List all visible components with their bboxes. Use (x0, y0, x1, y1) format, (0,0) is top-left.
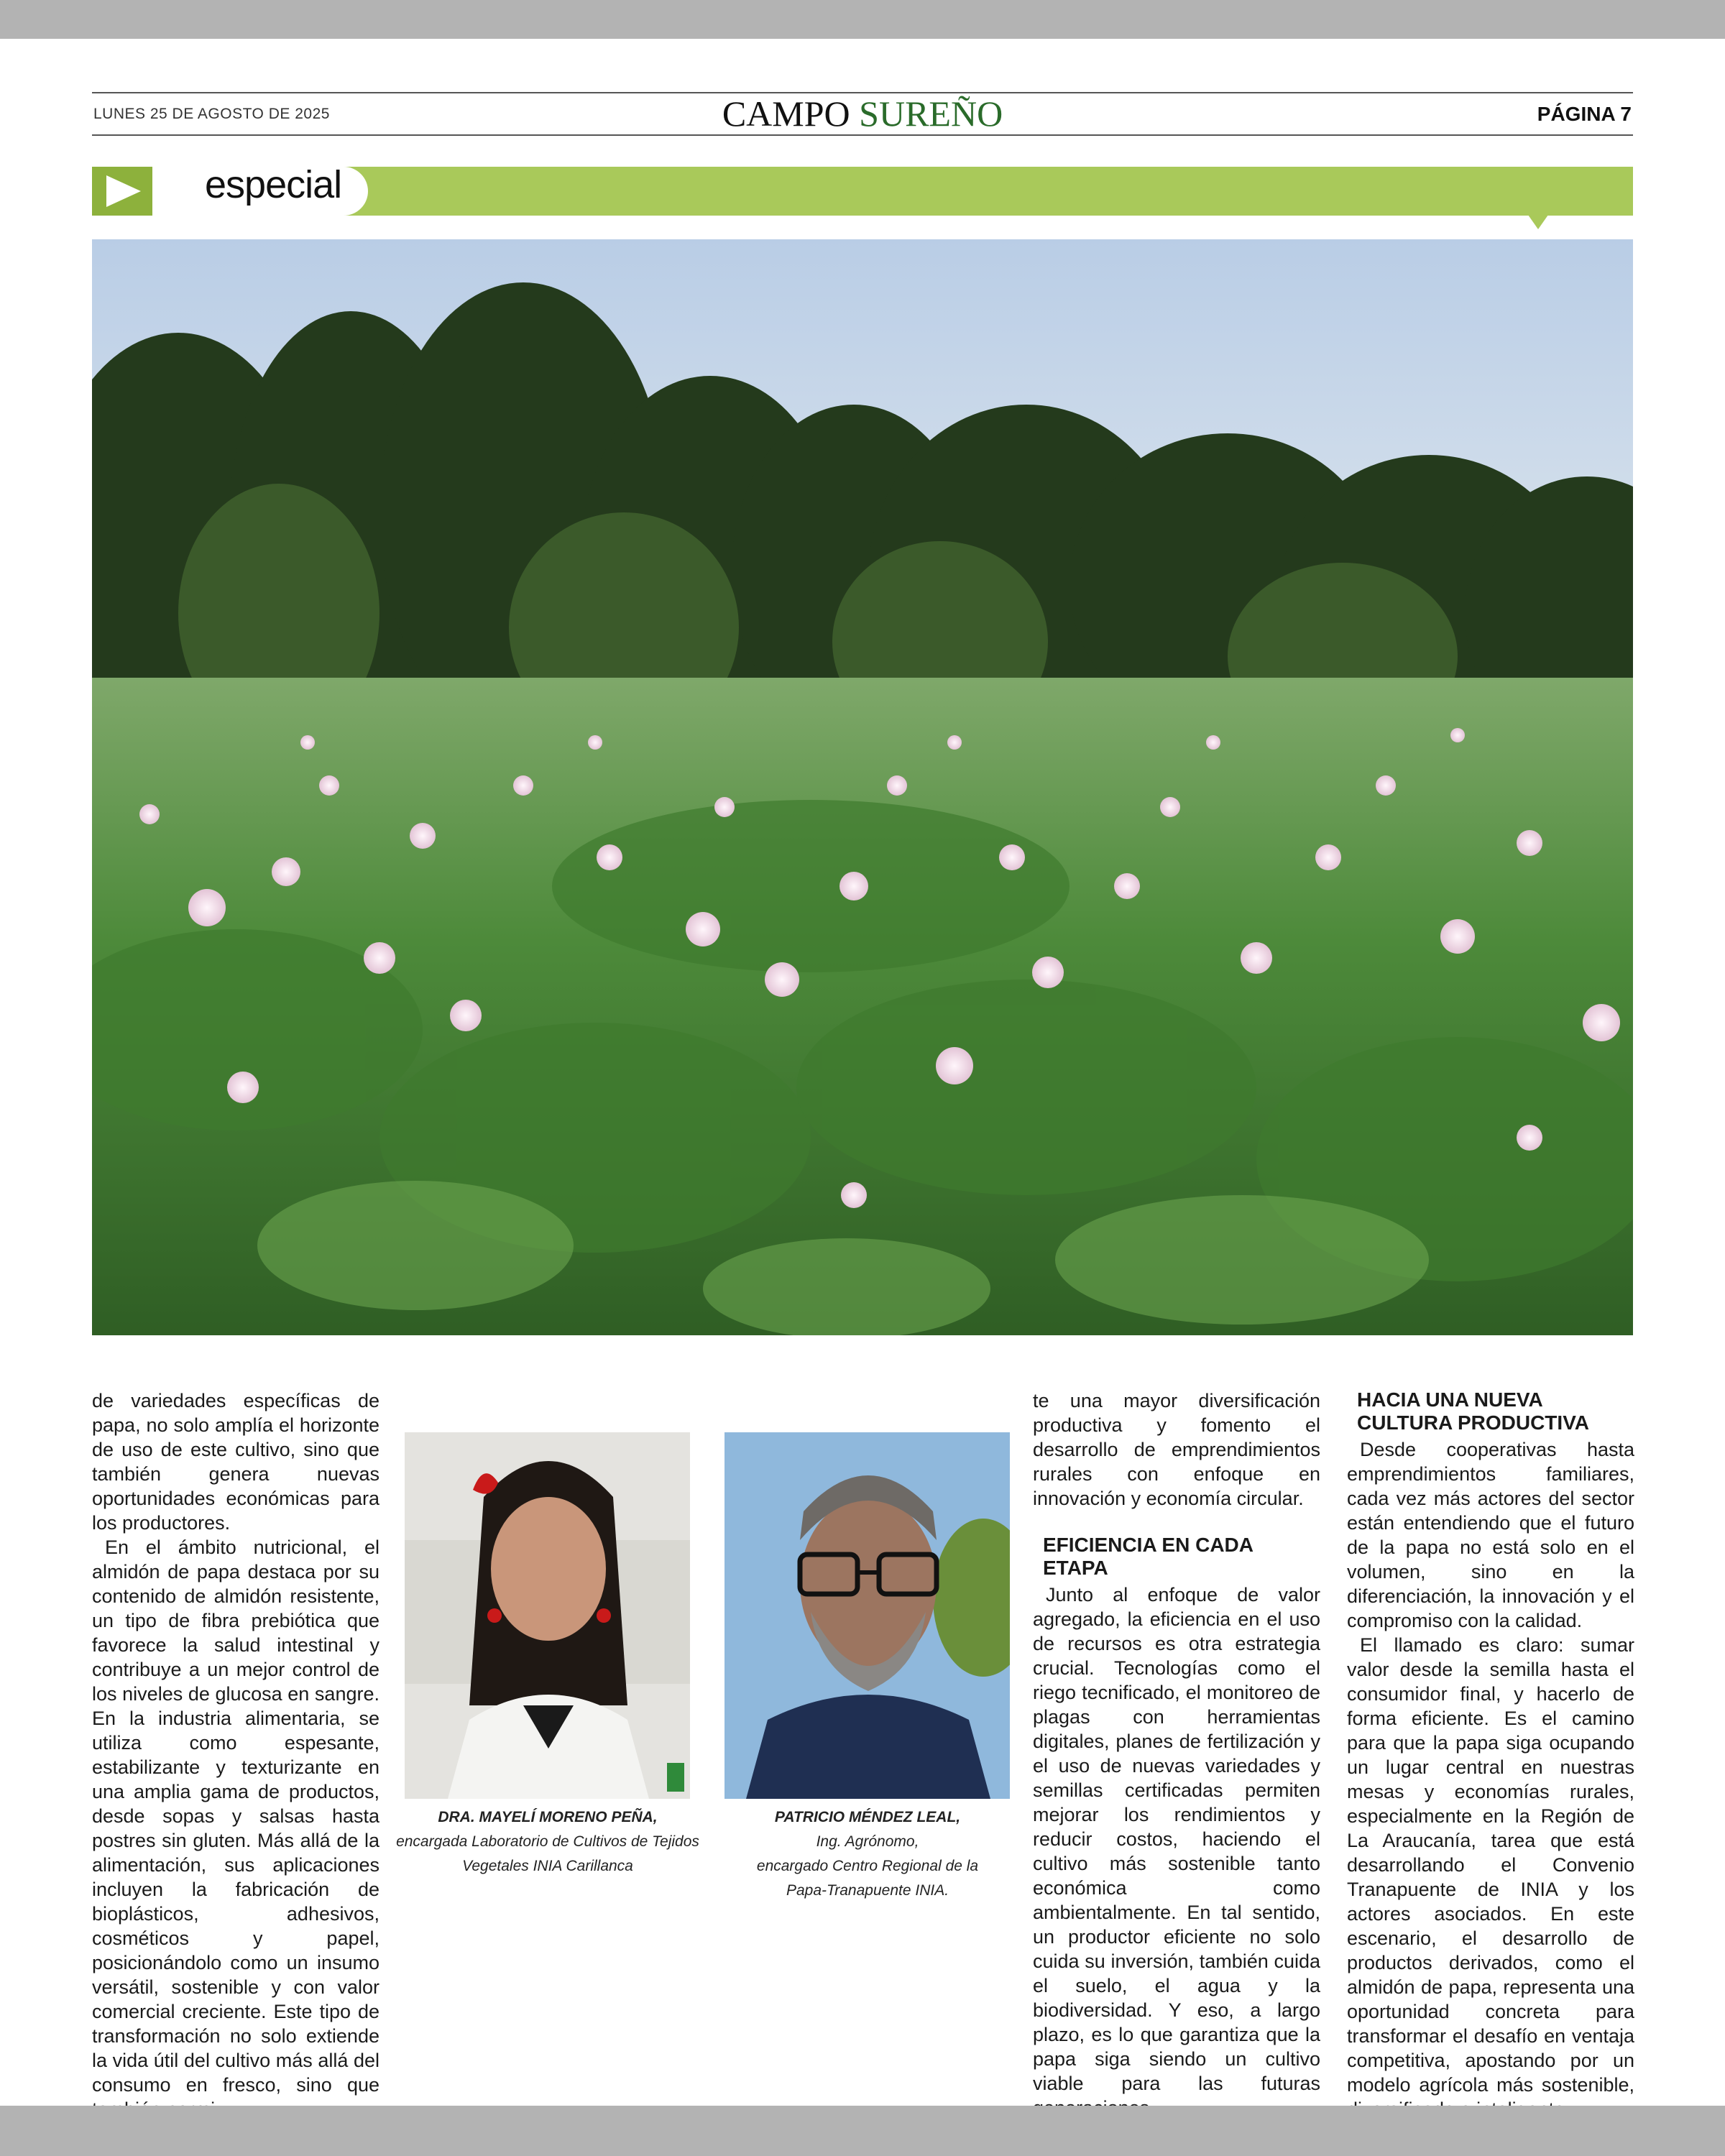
portrait-photo-woman (405, 1432, 690, 1799)
paragraph: de variedades específicas de papa, no solo amplía el horizonte de uso de este cultivo, sino que también genera nuevas oportunidades económicas para los productores. (92, 1390, 380, 1534)
subheading: HACIA UNA NUEVA CULTURA PRODUCTIVA (1357, 1388, 1590, 1434)
article-column-3 (1033, 1388, 1320, 2120)
bottom-margin-bar (0, 2106, 1725, 2156)
paragraph: Junto al enfoque de valor agregado, la eficiencia en el uso de recursos es otra estrategia crucial. Tecnologías como el riego tecnificado, el monitoreo de plagas con herramientas digitales, planes de fertilización y el uso de nuevas variedades y semillas certificadas permiten mejorar los rendimientos y reducir costos, haciendo el cultivo más sostenible tanto económica como ambientalmente. En tal sentido, un productor eficiente no solo cuida su inversión, también cuida el suelo, el agua y la biodiversidad. Y eso, a largo plazo, es lo que garantiza que la papa siga siendo un cultivo viable para las futuras (1033, 1584, 1320, 2094)
caption-role: Ing. Agrónomo, (816, 1833, 919, 1850)
section-label: especial (205, 163, 342, 206)
caption-role: Vegetales INIA Carillanca (462, 1858, 633, 1874)
article-column-4 (1347, 1388, 1634, 2122)
caption-role: encargado Centro Regional de la (756, 1858, 979, 1874)
portrait-photo-man (724, 1432, 1010, 1799)
photo-caption-2 (702, 1805, 1033, 1903)
paragraph: te una mayor diversificación productiva y fomento el desarrollo de emprendimientos rurales con enfoque en innovación y economía circular. (1033, 1390, 1320, 1509)
masthead (0, 93, 1725, 134)
article-column-1 (92, 1388, 380, 2122)
masthead-sureno: SUREÑO (859, 93, 1003, 134)
masthead-campo: CAMPO (722, 93, 850, 134)
photo-caption-1 (382, 1805, 713, 1879)
caption-role: encargada Laboratorio de Cultivos de Tejidos (396, 1833, 699, 1850)
paragraph: En el ámbito nutricional, el almidón de papa destaca por su contenido de almidón resistente, un tipo de fibra prebiótica que favorece la salud intestinal y contribuye a un mejor control de los niveles de glucosa en sangre. En la industria alimentaria, se utiliza como espesante, estabilizante y texturizante en una amplia gama de productos, desde sopas y salsas hasta postres sin gluten. Más allá de la alimentación, sus aplicaciones incluyen la fabricación de bioplásticos, adhesivos, cosméticos y papel, posicionándolo como un insumo versátil, sostenible y con valor comercial creciente. Este tipo de transformación no solo extiende la vida útil del cultivo más allá del consumo en fresco, sino que (92, 1537, 380, 2096)
caption-name: DRA. MAYELÍ MORENO PEÑA, (438, 1809, 658, 1825)
play-icon (92, 167, 152, 216)
subheading: EFICIENCIA EN CADA ETAPA (1043, 1534, 1253, 1579)
paragraph: El llamado es claro: sumar valor desde la semilla hasta el consumidor final, y hacerlo de forma eficiente. Es el camino para que la papa siga ocupando un lugar central en nuestras mesas y economías rurales, especialmente en la Región de La Araucanía, tarea que está desarrollando el Convenio Tranapuente de INIA y los actores asociados. En este escenario, el desarrollo de productos derivados, como el almidón de papa, representa una oportunidad concreta para transformar el desafío en ventaja competitiva, apostando por un modelo agrícola más sostenible, (1347, 1634, 1634, 2096)
page-number: PÁGINA 7 (1537, 103, 1632, 125)
potato-field-photo (92, 239, 1633, 1335)
edition-date: LUNES 25 DE AGOSTO DE 2025 (93, 106, 330, 122)
paragraph: Desde cooperativas hasta emprendimientos familiares, cada vez más actores del sector están entendiendo que el futuro de la papa no está solo en el volumen, sino en la diferenciación, la innovación y el compromiso con la calidad. (1347, 1439, 1634, 1631)
top-margin-bar (0, 0, 1725, 39)
header-rule-bottom (92, 134, 1633, 136)
caption-role: Papa-Tranapuente INIA. (786, 1882, 949, 1899)
section-notch (1528, 215, 1548, 229)
caption-name: PATRICIO MÉNDEZ LEAL, (774, 1809, 961, 1825)
